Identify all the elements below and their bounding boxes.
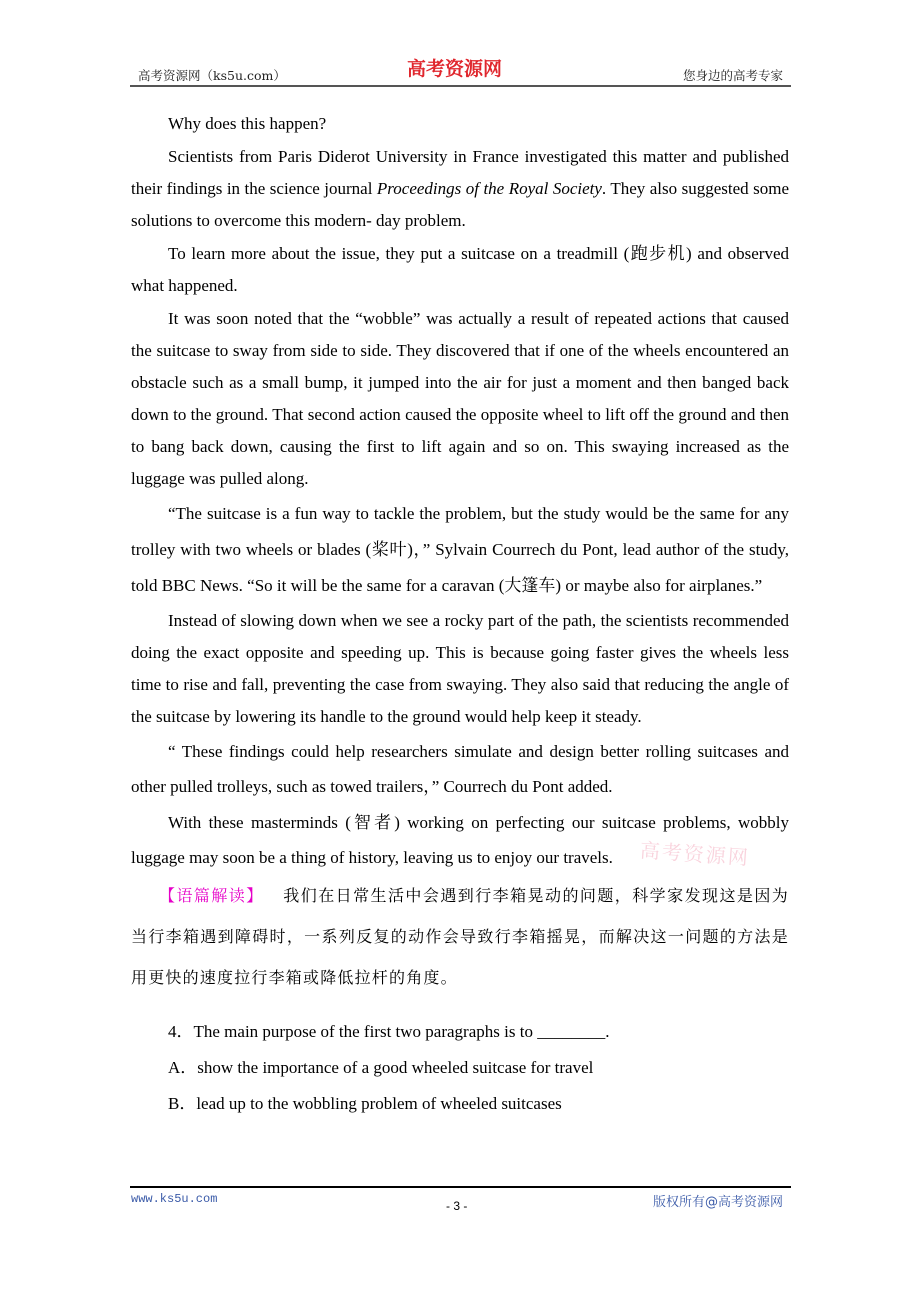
- option-b: B．lead up to the wobbling problem of wheeled suitcases: [168, 1094, 562, 1113]
- journal-title: Proceedings of the Royal Society: [376, 179, 602, 198]
- footer-copyright: 版权所有@高考资源网: [652, 1195, 783, 1210]
- option-a: A．show the importance of a good wheeled suitcase for travel: [168, 1058, 594, 1077]
- question-stem: 4．The main purpose of the first two paragraphs is to ________.: [168, 1022, 610, 1041]
- header-divider: [130, 85, 791, 87]
- footer-link[interactable]: www.ks5u.com: [131, 1192, 218, 1206]
- paragraph: “The suitcase is a fun way to tackle the problem, but the study would be the same for any trolley with two wheels or blades (桨叶)，” Sylvain Courrech du Pont, lead author of the study, told BBC News. “So it will be the same for a caravan (大篷车) or maybe also for airplanes.”: [131, 504, 789, 595]
- paragraph: “ These findings could help researchers simulate and design better rolling suitcases and other pulled trolleys, such as towed trailers，” Courrech du Pont added.: [131, 742, 789, 796]
- paragraph: It was soon noted that the “wobble” was actually a result of repeated actions that caused the suitcase to sway from side to side. They discovered that if one of the wheels encountered an obstacle such as a small bump, it jumped into the air for just a moment and then banged back down to the ground. That second action caused the opposite wheel to lift off the ground and then to bang back down, causing the first to lift again and so on. This swaying increased as the luggage was pulled along.: [131, 309, 789, 488]
- paragraph: To learn more about the issue, they put a suitcase on a treadmill (跑步机) and observed what happened.: [131, 244, 789, 295]
- page-header: [130, 54, 791, 86]
- header-site-name: 高考资源网（ks5u.com）: [138, 68, 286, 83]
- analysis-label: 【语篇解读】: [159, 886, 264, 905]
- footer-divider: [130, 1186, 791, 1188]
- header-logo: 高考资源网: [407, 58, 503, 80]
- paragraph: Instead of slowing down when we see a rocky part of the path, the scientists recommended doing the exact opposite and speeding up. This is because going faster gives the wheels less time to rise and fall, preventing the case from swaying. They also said that reducing the angle of the suitcase by lowering its handle to the ground would help keep it steady.: [131, 611, 789, 726]
- paragraph-text: Scientists from Paris Diderot University in France investigated this matter and published their findings in the science journal: [131, 147, 789, 198]
- page-number: - 3 -: [446, 1199, 468, 1213]
- paragraph-text: . They also suggested some solutions to overcome this modern- day problem.: [131, 179, 790, 230]
- paragraph: Why does this happen?: [168, 114, 327, 133]
- paragraph: With these masterminds (智者) working on perfecting our suitcase problems, wobbly luggage may soon be a thing of history, leaving us to enjoy our travels.: [131, 813, 789, 867]
- analysis-block: [131, 875, 789, 998]
- header-slogan: 您身边的高考专家: [682, 68, 783, 83]
- paragraph: [131, 141, 789, 237]
- page-content: [131, 108, 789, 1122]
- watermark: 高考资源网: [639, 838, 751, 870]
- analysis-text: 我们在日常生活中会遇到行李箱晃动的问题，科学家发现这是因为当行李箱遇到障碍时，一系列反复的动作会导致行李箱摇晃，而解决这一问题的方法是用更快的速度拉行李箱或降低拉杆的角度。: [131, 886, 790, 987]
